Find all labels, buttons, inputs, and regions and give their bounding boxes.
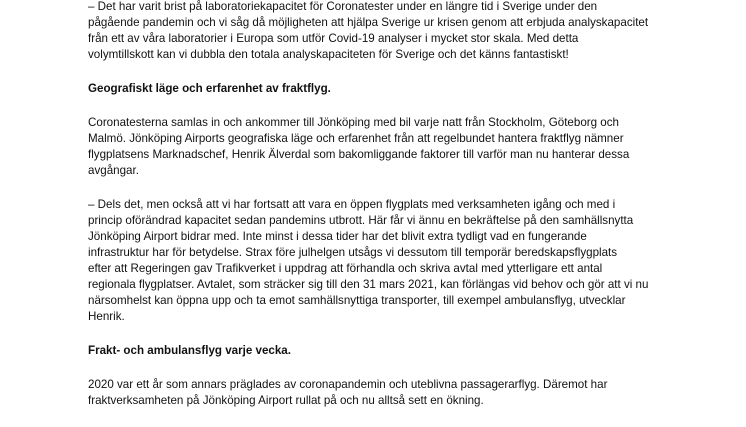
text-line: 2020 var ett år som annars präglades av coronapandemin och uteblivna passagerarflyg. Däremot har [88, 378, 608, 391]
text-line: efter att Regeringen gav Trafikverket i uppdrag att förhandla och skriva avtal med ytterligare ett antal [88, 262, 603, 275]
text-line: från ett av våra laboratorier i Europa som utför Covid-19 analyser i mycket stor skala. Med detta [88, 32, 579, 45]
quote-paragraph-open-airport [88, 197, 700, 325]
text-line: princip oförändrad kapacitet sedan pandemins utbrott. Här får vi ännu en bekräftelse på den samhällsnytta [88, 214, 634, 227]
text-line: Jönköping Airport bidrar med. Inte minst i dessa tider har det blivit extra tydligt vad en fungerande [88, 230, 587, 243]
text-line: Malmö. Jönköping Airports geografiska läge och erfarenhet från att regelbundet hantera fraktflyg nämner [88, 132, 624, 145]
section-heading-freight: Frakt- och ambulansflyg varje vecka. [88, 344, 291, 357]
text-line: närsomhelst kan öppna upp och ta emot samhällsnyttiga transporter, till exempel ambulansflyg, utvecklar [88, 294, 626, 307]
text-line: avgångar. [88, 164, 139, 177]
text-line: pågående pandemin och vi såg då möjligheten att hjälpa Sverige ur krisen genom att erbjuda analyskapacitet [88, 16, 649, 29]
quote-paragraph-lab-capacity [88, 0, 700, 63]
article-body [88, 0, 700, 427]
text-line: regionala flygplatser. Avtalet, som sträcker sig till den 31 mars 2021, kan förlängas vid behov och gör att vi nu [88, 278, 649, 291]
paragraph-transport [88, 115, 700, 179]
text-line: volymtillskott kan vi dubbla den totala analyskapaciteten för Sverige och det känns fantastiskt! [88, 48, 569, 61]
text-line: Coronatesterna samlas in och ankommer till Jönköping med bil varje natt från Stockholm, Göteborg och [88, 116, 619, 129]
text-line: – Dels det, men också att vi har fortsatt att vara en öppen flygplats med verksamheten igång och med i [88, 198, 616, 211]
text-line: flygplatsens Marknadschef, Henrik Älverdal som bakomliggande faktorer till varför man nu hanterar dessa [88, 148, 630, 161]
paragraph-freight-2020 [88, 377, 700, 409]
text-line: – Det har varit brist på laboratoriekapacitet för Coronatester under en längre tid i Sverige under den [88, 0, 598, 13]
text-line: Henrik. [88, 310, 125, 323]
text-line: fraktverksamheten på Jönköping Airport rullat på och nu alltså sett en ökning. [88, 394, 484, 407]
section-heading-geography: Geografiskt läge och erfarenhet av fraktflyg. [88, 82, 331, 95]
text-line: infrastruktur har för betydelse. Strax före julhelgen utsågs vi dessutom till temporär beredskapsflygplats [88, 246, 618, 259]
